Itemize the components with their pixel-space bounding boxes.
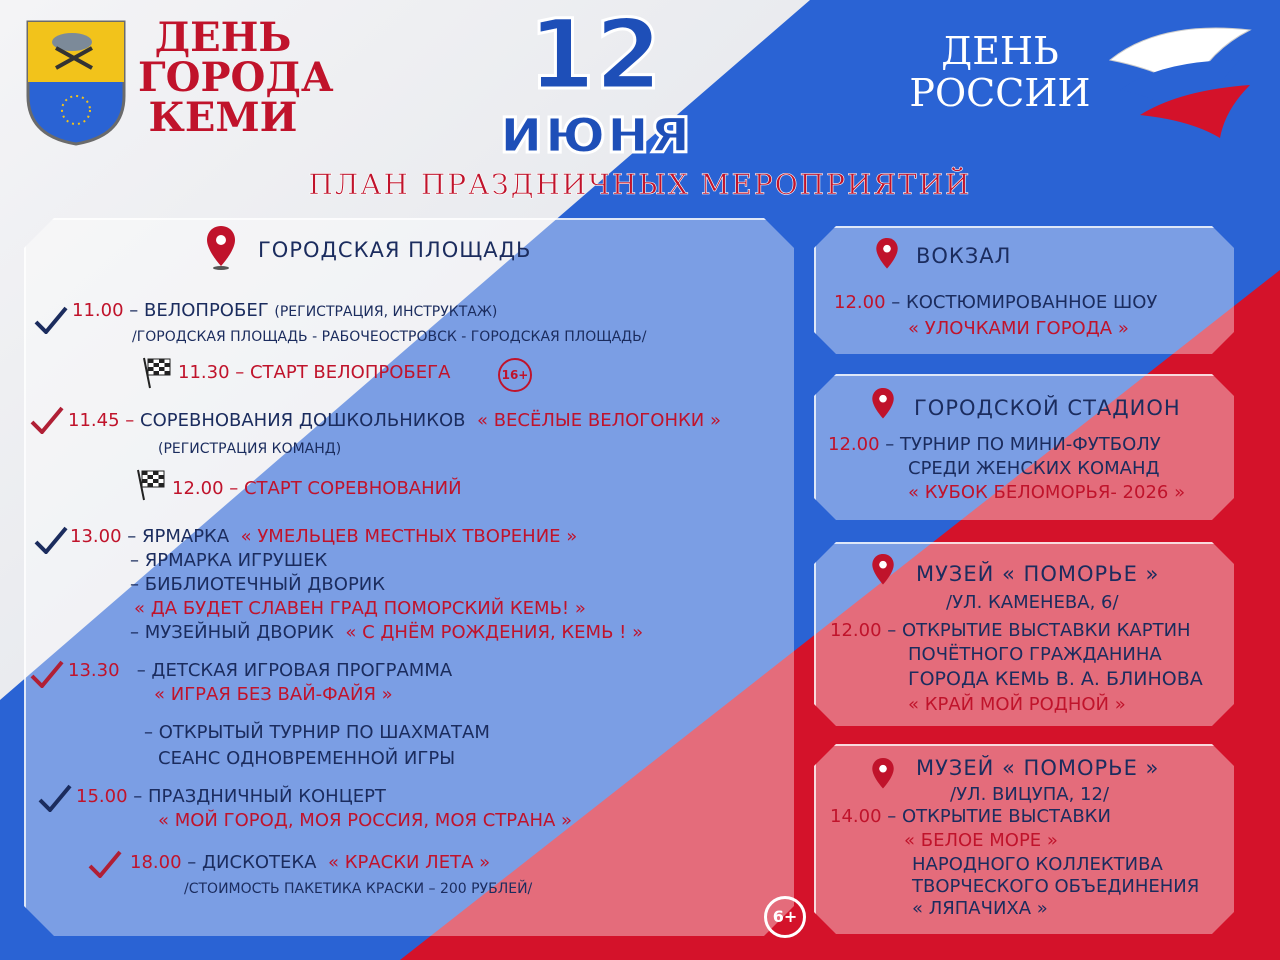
tricolor-ribbon-icon xyxy=(1100,20,1260,140)
event-quote: « ИГРАЯ БЕЗ ВАЙ-ФАЙЯ » xyxy=(154,684,393,705)
event-note: /СТОИМОСТЬ ПАКЕТИКА КРАСКИ – 200 РУБЛЕЙ/ xyxy=(184,881,533,897)
city-day-line: ГОРОДА xyxy=(138,54,334,101)
location-museum: МУЗЕЙ « ПОМОРЬЕ » xyxy=(916,562,1160,586)
event-time: 12.00 xyxy=(834,292,886,313)
city-coat-of-arms xyxy=(22,18,130,146)
checkmark-icon xyxy=(30,660,64,688)
checkered-flag-icon xyxy=(140,356,176,390)
museum-address: /УЛ. ВИЦУПА, 12/ xyxy=(950,784,1110,805)
location-pin-icon xyxy=(870,386,896,422)
event-line xyxy=(830,620,1191,642)
event-title: – БИБЛИОТЕЧНЫЙ ДВОРИК xyxy=(130,574,386,595)
event-title: – ПРАЗДНИЧНЫЙ КОНЦЕРТ xyxy=(133,786,386,807)
event-line xyxy=(834,292,1157,314)
event-title: – ОТКРЫТИЕ ВЫСТАВКИ xyxy=(887,806,1111,827)
event-quote: « МОЙ ГОРОД, МОЯ РОССИЯ, МОЯ СТРАНА » xyxy=(158,810,573,831)
age-badge-6: 6+ xyxy=(764,896,806,938)
event-title: – ДИСКОТЕКА xyxy=(187,852,317,873)
checkmark-icon xyxy=(30,406,64,434)
event-time: 12.00 xyxy=(828,434,880,455)
event-title: – ВЕЛОПРОБЕГ xyxy=(129,300,269,321)
location-stadium: ГОРОДСКОЙ СТАДИОН xyxy=(914,396,1181,420)
event-title: « ЛЯПАЧИХА » xyxy=(912,898,1048,919)
checkmark-icon xyxy=(34,306,68,334)
event-title: – ОТКРЫТИЕ ВЫСТАВКИ КАРТИН xyxy=(887,620,1191,641)
event-title: – ЯРМАРКА xyxy=(127,526,230,547)
event-title: ГОРОДА КЕМЬ В. А. БЛИНОВА xyxy=(908,668,1203,690)
age-badge-16: 16+ xyxy=(498,358,532,392)
event-line xyxy=(68,410,721,432)
event-title: – ОТКРЫТЫЙ ТУРНИР ПО ШАХМАТАМ xyxy=(144,722,490,743)
event-time: 11.45 – xyxy=(68,410,135,431)
event-time: 12.00 xyxy=(830,620,882,641)
event-start-bike: 11.30 – СТАРТ ВЕЛОПРОБЕГА xyxy=(178,362,451,383)
event-start-competition: 12.00 – СТАРТ СОРЕВНОВАНИЙ xyxy=(172,478,462,499)
location-pin-icon xyxy=(870,756,896,792)
event-quote: « УМЕЛЬЦЕВ МЕСТНЫХ ТВОРЕНИЕ » xyxy=(240,526,578,547)
event-quote: « ВЕСЁЛЫЕ ВЕЛОГОНКИ » xyxy=(476,410,721,431)
event-title: – ТУРНИР ПО МИНИ-ФУТБОЛУ xyxy=(885,434,1161,455)
museum-address: /УЛ. КАМЕНЕВА, 6/ xyxy=(946,592,1119,613)
checkmark-icon xyxy=(34,526,68,554)
event-line xyxy=(72,300,497,323)
event-quote: « ДА БУДЕТ СЛАВЕН ГРАД ПОМОРСКИЙ КЕМЬ! » xyxy=(134,598,586,619)
event-line xyxy=(70,526,577,548)
event-quote: « БЕЛОЕ МОРЕ » xyxy=(904,830,1058,851)
event-line xyxy=(130,852,490,874)
city-day-title xyxy=(138,14,334,141)
event-time: 13.00 xyxy=(70,526,122,547)
location-pin-icon xyxy=(204,224,238,270)
date-day: 12 xyxy=(528,0,662,111)
event-title: ПОЧЁТНОГО ГРАЖДАНИНА xyxy=(908,644,1162,665)
checkmark-icon xyxy=(38,784,72,812)
event-time: 11.00 xyxy=(72,300,124,321)
russia-day-line: РОССИИ xyxy=(909,71,1091,115)
event-quote: « КРАЙ МОЙ РОДНОЙ » xyxy=(908,694,1126,715)
city-day-line: ДЕНЬ xyxy=(154,14,292,61)
location-city-square: ГОРОДСКАЯ ПЛОЩАДЬ xyxy=(258,238,532,262)
city-day-line: КЕМИ xyxy=(148,94,298,141)
event-route: /ГОРОДСКАЯ ПЛОЩАДЬ - РАБОЧЕОСТРОВСК - ГОРОДСКАЯ ПЛОЩАДЬ/ xyxy=(132,329,647,345)
event-title: – КОСТЮМИРОВАННОЕ ШОУ xyxy=(891,292,1158,313)
location-pin-icon xyxy=(874,236,900,272)
event-title: – ЯРМАРКА ИГРУШЕК xyxy=(130,550,328,571)
event-time: 13.30 xyxy=(68,660,120,681)
event-line xyxy=(76,786,386,808)
event-title: ТВОРЧЕСКОГО ОБЪЕДИНЕНИЯ xyxy=(912,876,1200,897)
plan-title: ПЛАН ПРАЗДНИЧНЫХ МЕРОПРИЯТИЙ xyxy=(308,168,972,201)
event-time: 15.00 xyxy=(76,786,128,807)
event-title: НАРОДНОГО КОЛЛЕКТИВА xyxy=(912,854,1163,875)
location-pin-icon xyxy=(870,552,896,588)
checkmark-icon xyxy=(88,850,122,878)
event-title: СЕАНС ОДНОВРЕМЕННОЙ ИГРЫ xyxy=(158,748,456,769)
location-museum: МУЗЕЙ « ПОМОРЬЕ » xyxy=(916,756,1160,780)
event-line xyxy=(68,660,452,682)
date-month: июня xyxy=(498,94,692,168)
event-quote: « КУБОК БЕЛОМОРЬЯ- 2026 » xyxy=(908,482,1186,503)
event-line xyxy=(130,622,643,644)
event-title: – МУЗЕЙНЫЙ ДВОРИК xyxy=(130,622,334,643)
event-line xyxy=(828,434,1161,456)
event-quote: « С ДНЁМ РОЖДЕНИЯ, КЕМЬ ! » xyxy=(345,622,644,643)
event-note: (РЕГИСТРАЦИЯ КОМАНД) xyxy=(158,441,342,457)
event-time: 14.00 xyxy=(830,806,882,827)
event-line xyxy=(830,806,1111,828)
event-note: (РЕГИСТРАЦИЯ, ИНСТРУКТАЖ) xyxy=(274,304,498,320)
location-station: ВОКЗАЛ xyxy=(916,244,1012,268)
russia-day-line: ДЕНЬ xyxy=(941,29,1059,73)
event-title: – ДЕТСКАЯ ИГРОВАЯ ПРОГРАММА xyxy=(136,660,453,681)
event-title: СРЕДИ ЖЕНСКИХ КОМАНД xyxy=(908,458,1160,479)
event-quote: « УЛОЧКАМИ ГОРОДА » xyxy=(908,318,1129,339)
russia-day-title xyxy=(905,30,1095,114)
checkered-flag-icon xyxy=(134,468,170,502)
event-quote: « КРАСКИ ЛЕТА » xyxy=(327,852,491,873)
event-title: СОРЕВНОВАНИЯ ДОШКОЛЬНИКОВ xyxy=(140,410,466,431)
event-time: 18.00 xyxy=(130,852,182,873)
